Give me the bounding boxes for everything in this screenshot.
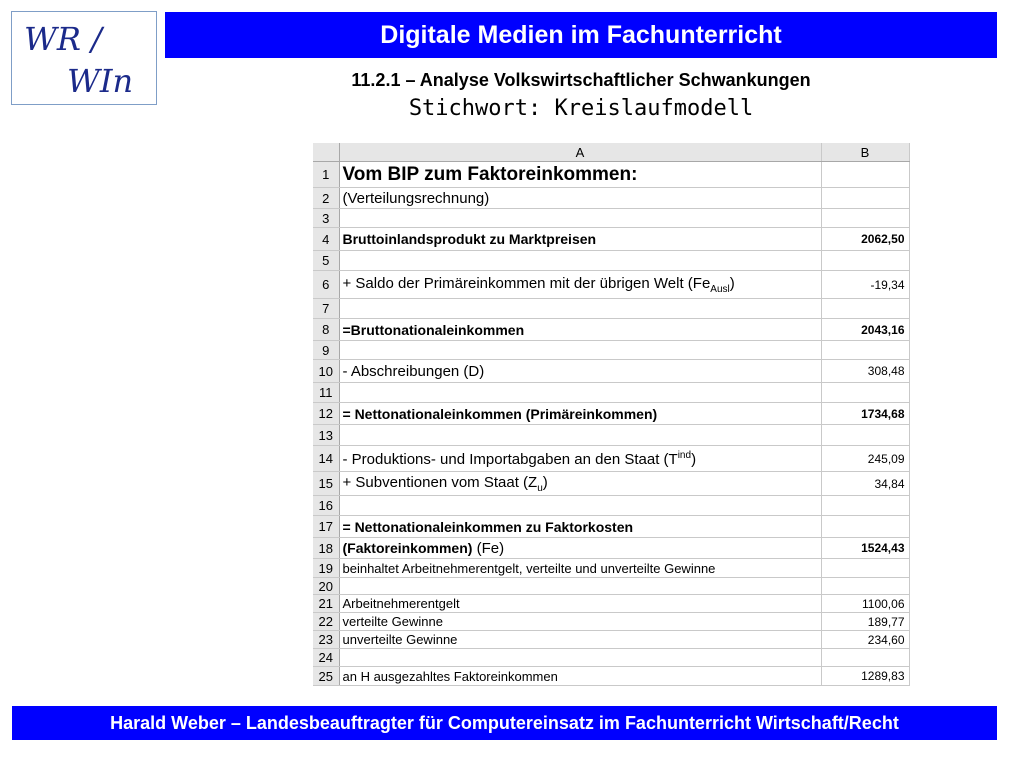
table-row: [313, 631, 909, 649]
cell-a[interactable]: = Nettonationaleinkommen (Primäreinkommen): [339, 403, 821, 425]
table-row: [313, 496, 909, 516]
cell-superscript: ind: [677, 449, 692, 461]
cell-b[interactable]: 1734,68: [821, 403, 909, 425]
cell-a[interactable]: [339, 341, 821, 360]
cell-b[interactable]: [821, 425, 909, 446]
cell-b[interactable]: 1100,06: [821, 595, 909, 613]
table-row: [313, 228, 909, 251]
table-row: [313, 251, 909, 271]
cell-b[interactable]: 234,60: [821, 631, 909, 649]
row-number[interactable]: 5: [313, 251, 339, 271]
row-number[interactable]: 11: [313, 383, 339, 403]
row-number[interactable]: 22: [313, 613, 339, 631]
cell-b[interactable]: 2043,16: [821, 319, 909, 341]
cell-a[interactable]: [339, 496, 821, 516]
cell-a[interactable]: [339, 383, 821, 403]
cell-a[interactable]: verteilte Gewinne: [339, 613, 821, 631]
row-number[interactable]: 24: [313, 649, 339, 667]
cell-b[interactable]: 1524,43: [821, 538, 909, 559]
header-title: Digitale Medien im Fachunterricht: [380, 20, 782, 49]
row-number[interactable]: 25: [313, 667, 339, 686]
table-row: [313, 595, 909, 613]
cell-b[interactable]: [821, 383, 909, 403]
cell-a[interactable]: [339, 209, 821, 228]
row-number[interactable]: 21: [313, 595, 339, 613]
table-row: [313, 472, 909, 496]
cell-b[interactable]: [821, 209, 909, 228]
cell-a[interactable]: [339, 446, 821, 472]
table-row: [313, 667, 909, 686]
table-row: [313, 299, 909, 319]
cell-subscript: u: [537, 482, 543, 494]
spreadsheet: [313, 143, 910, 686]
cell-text-end: (Fe): [472, 539, 505, 557]
table-row: [313, 403, 909, 425]
cell-a[interactable]: = Nettonationaleinkommen zu Faktorkosten: [339, 516, 821, 538]
cell-a[interactable]: - Abschreibungen (D): [339, 360, 821, 383]
cell-b[interactable]: 245,09: [821, 446, 909, 472]
table-row: [313, 383, 909, 403]
cell-b[interactable]: [821, 496, 909, 516]
table-row: [313, 578, 909, 595]
cell-a[interactable]: an H ausgezahltes Faktoreinkommen: [339, 667, 821, 686]
cell-b[interactable]: [821, 162, 909, 188]
table-row: [313, 341, 909, 360]
row-number[interactable]: 16: [313, 496, 339, 516]
cell-a[interactable]: [339, 251, 821, 271]
row-number[interactable]: 9: [313, 341, 339, 360]
row-number[interactable]: 1: [313, 162, 339, 188]
cell-b[interactable]: [821, 516, 909, 538]
row-number[interactable]: 19: [313, 559, 339, 578]
row-number[interactable]: 3: [313, 209, 339, 228]
column-header-row: [313, 143, 909, 162]
corner-cell[interactable]: [313, 143, 339, 162]
cell-b[interactable]: [821, 251, 909, 271]
cell-b[interactable]: 2062,50: [821, 228, 909, 251]
cell-a[interactable]: Arbeitnehmerentgelt: [339, 595, 821, 613]
row-number[interactable]: 12: [313, 403, 339, 425]
cell-text-end: ): [729, 274, 735, 292]
footer-bar: [12, 706, 997, 740]
row-number[interactable]: 17: [313, 516, 339, 538]
logo-line-2: WIn: [67, 62, 134, 100]
table-row: [313, 538, 909, 559]
table-row: [313, 425, 909, 446]
column-header-a[interactable]: A: [339, 143, 821, 162]
table-row: [313, 613, 909, 631]
logo-graphic: [12, 12, 156, 104]
logo: [11, 11, 157, 105]
cell-b[interactable]: [821, 649, 909, 667]
cell-a[interactable]: [339, 649, 821, 667]
cell-b[interactable]: [821, 578, 909, 595]
row-number[interactable]: 4: [313, 228, 339, 251]
lesson-subtitle: 11.2.1 – Analyse Volkswirtschaftlicher Schwankungen: [351, 70, 811, 90]
cell-text: + Saldo der Primäreinkommen mit der übrigen Welt (Fe: [342, 274, 711, 292]
footer-text: Harald Weber – Landesbeauftragter für Computereinsatz im Fachunterricht Wirtschaft/Recht: [110, 712, 899, 733]
row-number[interactable]: 20: [313, 578, 339, 595]
table-row: [313, 209, 909, 228]
table-row: [313, 559, 909, 578]
cell-text: + Subventionen vom Staat (Z: [342, 473, 538, 491]
cell-b[interactable]: [821, 559, 909, 578]
cell-text-end: ): [542, 473, 548, 491]
cell-a[interactable]: [339, 538, 821, 559]
cell-a[interactable]: =Bruttonationaleinkommen: [339, 319, 821, 341]
cell-b[interactable]: 189,77: [821, 613, 909, 631]
column-header-b[interactable]: B: [821, 143, 909, 162]
cell-text: - Produktions- und Importabgaben an den Staat (T: [342, 450, 678, 468]
cell-b[interactable]: [821, 299, 909, 319]
row-number[interactable]: 13: [313, 425, 339, 446]
cell-a[interactable]: [339, 299, 821, 319]
cell-text: (Faktoreinkommen): [342, 539, 473, 556]
cell-a[interactable]: unverteilte Gewinne: [339, 631, 821, 649]
row-number[interactable]: 14: [313, 446, 339, 472]
row-number[interactable]: 6: [313, 271, 339, 299]
cell-b[interactable]: 308,48: [821, 360, 909, 383]
keyword-line: Stichwort: Kreislaufmodell: [408, 96, 754, 121]
cell-b[interactable]: [821, 188, 909, 209]
cell-b[interactable]: -19,34: [821, 271, 909, 299]
cell-a[interactable]: [339, 578, 821, 595]
cell-text-end: ): [691, 450, 697, 468]
row-number[interactable]: 7: [313, 299, 339, 319]
table-row: [313, 319, 909, 341]
cell-a[interactable]: (Verteilungsrechnung): [339, 188, 821, 209]
row-number[interactable]: 10: [313, 360, 339, 383]
table-row: [313, 516, 909, 538]
table-row: [313, 271, 909, 299]
row-number[interactable]: 8: [313, 319, 339, 341]
cell-a[interactable]: beinhaltet Arbeitnehmerentgelt, verteilte und unverteilte Gewinne: [339, 559, 821, 578]
logo-line-1: WR /: [24, 20, 102, 58]
table-row: [313, 446, 909, 472]
cell-a[interactable]: [339, 472, 821, 496]
header-bar: [165, 12, 997, 58]
row-number[interactable]: 23: [313, 631, 339, 649]
row-number[interactable]: 15: [313, 472, 339, 496]
table-row: [313, 649, 909, 667]
table-row: [313, 188, 909, 209]
cell-b[interactable]: 1289,83: [821, 667, 909, 686]
cell-a[interactable]: Vom BIP zum Faktoreinkommen:: [339, 162, 821, 188]
cell-b[interactable]: [821, 341, 909, 360]
table-row: [313, 162, 909, 188]
row-number[interactable]: 18: [313, 538, 339, 559]
cell-a[interactable]: Bruttoinlandsprodukt zu Marktpreisen: [339, 228, 821, 251]
cell-b[interactable]: 34,84: [821, 472, 909, 496]
table-row: [313, 360, 909, 383]
row-number[interactable]: 2: [313, 188, 339, 209]
cell-subscript: Ausl: [710, 283, 730, 295]
cell-a[interactable]: [339, 425, 821, 446]
cell-a[interactable]: [339, 271, 821, 299]
